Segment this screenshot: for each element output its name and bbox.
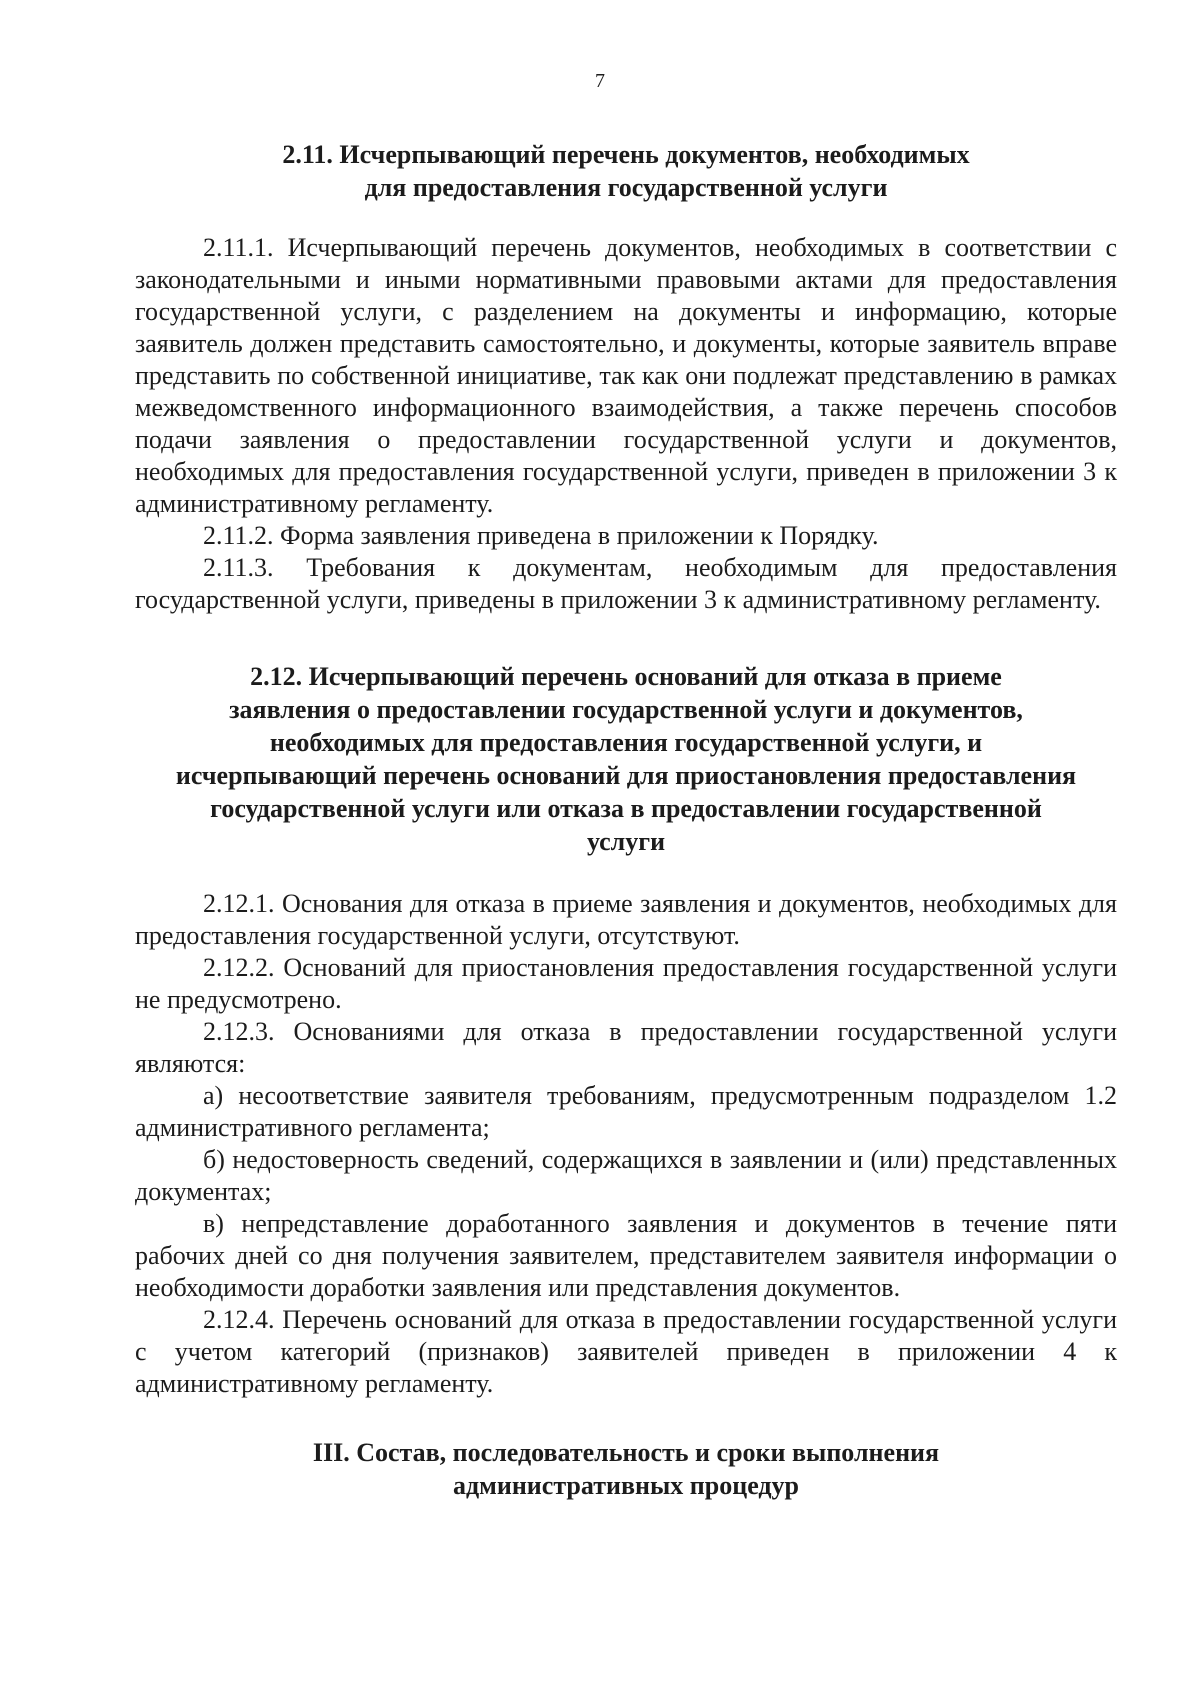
title-line: заявления о предоставлении государственной услуги и документов, [229, 695, 1023, 724]
paragraph-2-11-1: 2.11.1. Исчерпывающий перечень документов, необходимых в соответствии с законодательными и иными нормативными правовыми актами для предоставления государственной услуги, с разделением на документы и информацию, которые заявитель должен представить самостоятельно, и документы, которые заявитель вправе представить по собственной инициативе, так как они подлежат представлению в рамках межведомственного информационного взаимодействия, а также перечень способов подачи заявления о предоставлении государственной услуги и документов, необходимых для предоставления государственной услуги, приведен в приложении 3 к административному регламенту. [135, 233, 1117, 518]
title-line: услуги [586, 827, 666, 856]
list-item-v: в) непредставление доработанного заявления и документов в течение пяти рабочих дней со дня получения заявителем, представителем заявителя информации о необходимости доработки заявления или представления документов. [135, 1209, 1117, 1302]
title-line: необходимых для предоставления государственной услуги, и [269, 728, 983, 757]
section-2-11-title [135, 138, 1117, 204]
section-2-12-title [135, 660, 1117, 858]
document-body [135, 138, 1117, 1502]
title-line: государственной услуги или отказа в предоставлении государственной [210, 794, 1042, 823]
paragraph-2-12-3: 2.12.3. Основаниями для отказа в предоставлении государственной услуги являются: [135, 1017, 1117, 1078]
title-line: административных процедур [452, 1471, 800, 1500]
paragraph-2-12-2: 2.12.2. Оснований для приостановления предоставления государственной услуги не предусмотрено. [135, 953, 1117, 1014]
title-line: исчерпывающий перечень оснований для приостановления предоставления [175, 761, 1077, 790]
page-number: 7 [595, 70, 605, 92]
list-item-a: а) несоответствие заявителя требованиям, предусмотренным подразделом 1.2 административного регламента; [135, 1081, 1117, 1142]
title-line: III. Состав, последовательность и сроки выполнения [312, 1438, 940, 1467]
paragraph-2-12-4: 2.12.4. Перечень оснований для отказа в предоставлении государственной услуги с учетом категорий (признаков) заявителей приведен в приложении 4 к административному регламенту. [135, 1305, 1117, 1398]
title-line: для предоставления государственной услуги [364, 173, 888, 202]
section-3-title [135, 1436, 1117, 1502]
paragraph-2-12-1: 2.12.1. Основания для отказа в приеме заявления и документов, необходимых для предоставления государственной услуги, отсутствуют. [135, 889, 1117, 950]
title-line: 2.12. Исчерпывающий перечень оснований для отказа в приеме [250, 662, 1002, 691]
list-item-b: б) недостоверность сведений, содержащихся в заявлении и (или) представленных документах; [135, 1145, 1117, 1206]
paragraph-2-11-2: 2.11.2. Форма заявления приведена в приложении к Порядку. [203, 521, 879, 550]
paragraph-2-11-3: 2.11.3. Требования к документам, необходимым для предоставления государственной услуги, приведены в приложении 3 к административному регламенту. [135, 553, 1117, 614]
title-line: 2.11. Исчерпывающий перечень документов, необходимых [282, 140, 970, 169]
